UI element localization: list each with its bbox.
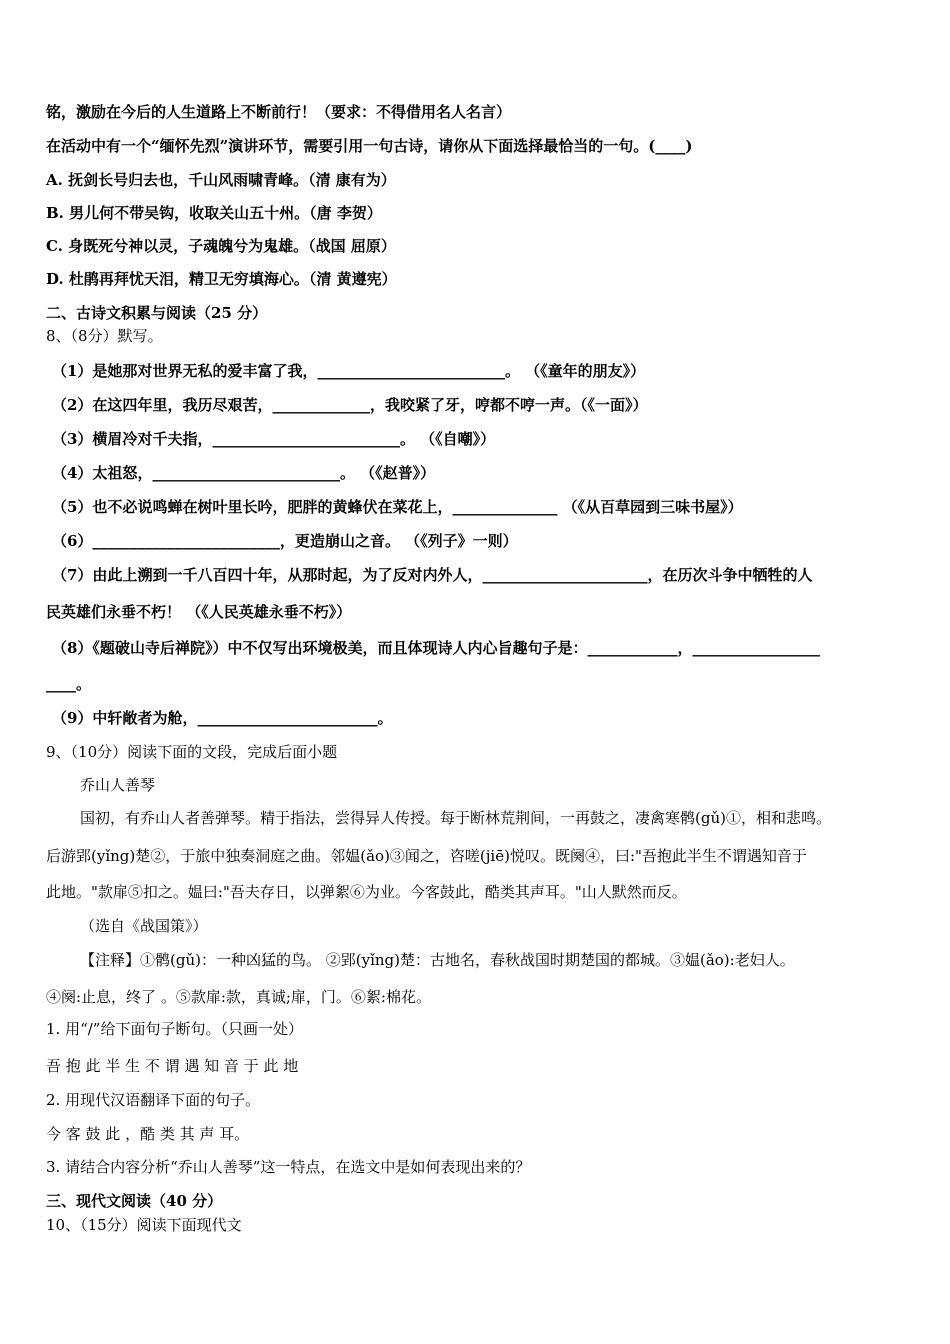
dictation-item: （8）《题破山寺后禅院》）中不仅写出环境极美，而且体现诗人内心旨趣句子是：____________，_________________: [52, 639, 820, 657]
dictation-item: （9）中轩敞者为舱，________________________。: [52, 709, 393, 727]
question-heading: 10、（15分）阅读下面现代文: [46, 1216, 242, 1234]
section-heading: 三、现代文阅读（40 分）: [46, 1192, 223, 1210]
dictation-item: （4）太祖怒，_________________________。 （《赵普》）: [52, 464, 436, 482]
option-d: D. 杜鹃再拜忧天泪，精卫无穷填海心。（清 黄遵宪）: [46, 270, 397, 288]
dictation-item: （1）是她那对世界无私的爱丰富了我，_________________________。 （《童年的朋友》）: [52, 362, 646, 380]
subquestion: 3. 请结合内容分析“乔山人善琴”这一特点，在选文中是如何表现出来的？: [46, 1158, 531, 1176]
dictation-item: （2）在这四年里，我历尽艰苦，_____________，我咬紧了牙，哼都不哼一声。（《一面》）: [52, 396, 648, 414]
passage-source: （选自《战国策》）: [80, 917, 208, 935]
dictation-item: （6）_________________________，更造崩山之音。 （《列子》一则）: [52, 532, 518, 550]
dictation-item: （3）横眉冷对千夫指，_________________________。 （《自嘲》）: [52, 430, 496, 448]
dictation-item-cont: 民英雄们永垂不朽！ （《人民英雄永垂不朽》）: [46, 603, 352, 621]
passage-line: 此地。"款扉⑤扣之。媪曰:"吾夫存日，以弹絮⑥为业。今客鼓此，酷类其声耳。"山人默然而反。: [46, 883, 687, 901]
subquestion: 1. 用“/”给下面句子断句。（只画一处）: [46, 1020, 303, 1038]
text-line: 铭，激励在今后的人生道路上不断前行！（要求：不得借用名人名言）: [46, 103, 512, 121]
passage-line: 国初，有乔山人者善弹琴。精于指法，尝得异人传授。每于断林荒荆间，一再鼓之，凄禽寒鹘(gǔ)①，相和悲鸣。: [80, 809, 831, 827]
passage-title: 乔山人善琴: [80, 776, 156, 794]
option-c: C. 身既死兮神以灵，子魂魄兮为鬼雄。（战国 屈原）: [46, 237, 396, 255]
subquestion-text: 吾 抱 此 半 生 不 谓 遇 知 音 于 此 地: [46, 1057, 299, 1075]
subquestion-text: 今 客 鼓 此 ，酷 类 其 声 耳。: [46, 1125, 250, 1143]
subquestion: 2. 用现代汉语翻译下面的句子。: [46, 1091, 261, 1109]
section-heading: 二、古诗文积累与阅读（25 分）: [46, 304, 268, 322]
dictation-item: （5）也不必说鸣蝉在树叶里长吟，肥胖的黄蜂伏在菜花上，______________ （《从百草园到三味书屋》）: [52, 498, 743, 516]
question-heading: 8、（8分）默写。: [46, 327, 163, 345]
option-b: B. 男儿何不带吴钩，收取关山五十州。（唐 李贺）: [46, 204, 382, 222]
passage-line: 后游郢(yǐng)楚②，于旅中独奏洞庭之曲。邻媪(ǎo)③闻之，咨嗟(jiē)悦叹。既阕④，曰:"吾抱此半生不谓遇知音于: [46, 847, 807, 865]
option-a: A. 抚剑长号归去也，千山风雨啸青峰。（清 康有为）: [46, 171, 396, 189]
dictation-item: （7）由此上溯到一千八百四十年，从那时起，为了反对内外人，______________________，在历次斗争中牺牲的人: [52, 566, 813, 584]
annotation-line: ④阕:止息，终了 。⑤款扉:款，真诚;扉，门。⑥絮:棉花。: [46, 988, 431, 1006]
text-line: 在活动中有一个“缅怀先烈”演讲环节，需要引用一句古诗，请你从下面选择最恰当的一句。(____): [46, 137, 693, 155]
question-heading: 9、（10分）阅读下面的文段，完成后面小题: [46, 743, 338, 761]
annotation-line: 【注释】①鹘(gǔ)：一种凶猛的鸟。 ②郢(yǐng)楚：古地名，春秋战国时期楚国的都城。③媪(ǎo):老妇人。: [80, 951, 795, 969]
dictation-item-cont: ____。: [46, 675, 92, 693]
